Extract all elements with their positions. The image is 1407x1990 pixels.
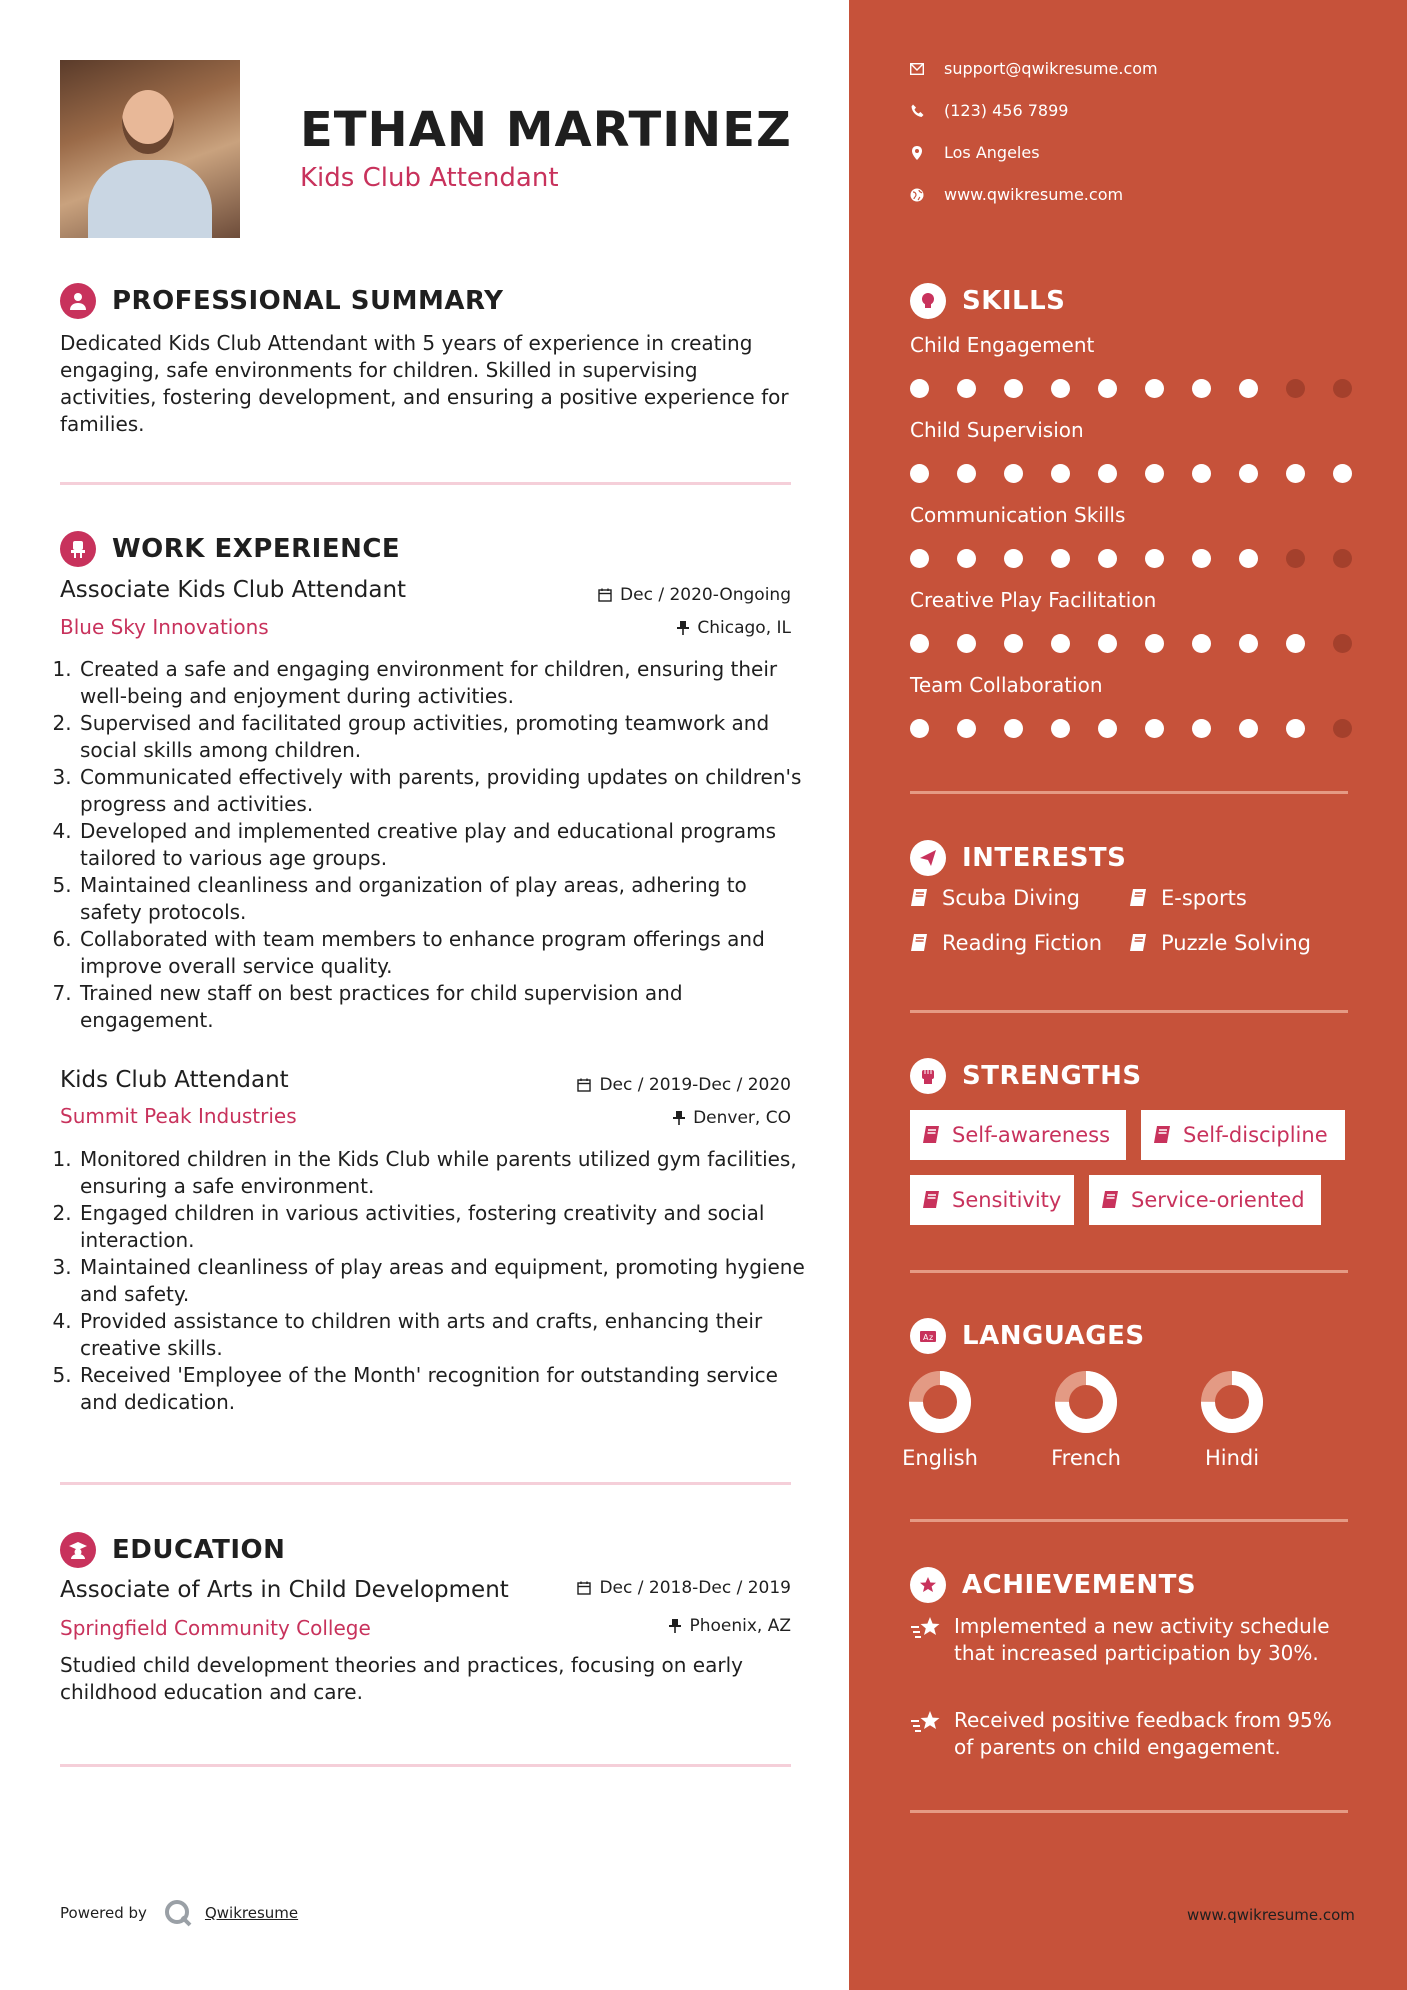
interest-item: Scuba Diving [910, 886, 1080, 910]
divider [910, 1010, 1348, 1013]
job-location: Chicago, IL [677, 618, 791, 638]
duty-item: 5. Received 'Employee of the Month' recognition for outstanding service and dedication. [78, 1362, 808, 1416]
rating-dot-empty [1333, 549, 1352, 568]
rating-dot-filled [957, 464, 976, 483]
rating-dot-filled [1051, 719, 1070, 738]
rating-dot-filled [1192, 719, 1211, 738]
strength-tag: Service-oriented [1089, 1175, 1321, 1225]
fist-icon [910, 1058, 946, 1094]
rating-dot-empty [1333, 379, 1352, 398]
education-location: Phoenix, AZ [669, 1616, 791, 1636]
skill-rating [910, 464, 1380, 483]
skill-rating [910, 549, 1380, 568]
language-item [880, 1370, 1000, 1470]
rating-dot-filled [1286, 719, 1305, 738]
rating-dot-filled [1098, 464, 1117, 483]
rating-dot-filled [1004, 549, 1023, 568]
language-level-ring [1200, 1370, 1264, 1434]
rating-dot-filled [1239, 464, 1258, 483]
rating-dot-filled [1145, 549, 1164, 568]
duty-item: 4. Developed and implemented creative play and educational programs tailored to various age groups. [78, 818, 808, 872]
duty-item: 1. Created a safe and engaging environment for children, ensuring their well-being and enjoyment during activities. [78, 656, 808, 710]
achievement-item: Implemented a new activity schedule that increased participation by 30%. [910, 1613, 1350, 1667]
email-icon [910, 62, 924, 76]
rating-dot-filled [1004, 464, 1023, 483]
book-icon [922, 1190, 940, 1210]
strength-tag: Self-awareness [910, 1110, 1126, 1160]
achievements-heading: ACHIEVEMENTS [910, 1567, 1196, 1603]
duty-item: 3. Maintained cleanliness of play areas and equipment, promoting hygiene and safety. [78, 1254, 808, 1308]
job-location: Denver, CO [673, 1108, 791, 1128]
skills-heading: SKILLS [910, 283, 1065, 319]
calendar-icon [577, 1078, 591, 1092]
rating-dot-filled [1192, 549, 1211, 568]
skill-label: Team Collaboration [910, 673, 1103, 697]
rating-dot-filled [1145, 379, 1164, 398]
strength-tag: Self-discipline [1141, 1110, 1345, 1160]
summary-heading: PROFESSIONAL SUMMARY [60, 283, 503, 319]
footer-website[interactable]: www.qwikresume.com [1187, 1906, 1355, 1924]
calendar-icon [598, 588, 612, 602]
user-icon [60, 283, 96, 319]
language-name: Hindi [1204, 1446, 1260, 1470]
rating-dot-filled [910, 719, 929, 738]
job-date: Dec / 2019-Dec / 2020 [577, 1075, 791, 1095]
duty-item: 6. Collaborated with team members to enhance program offerings and improve overall service quality. [78, 926, 808, 980]
divider [60, 1764, 791, 1767]
pin-icon [669, 1619, 681, 1633]
divider [910, 1810, 1348, 1813]
pin-icon [673, 1111, 685, 1125]
duty-item: 7. Trained new staff on best practices for child supervision and engagement. [78, 980, 808, 1034]
contact-phone[interactable]: (123) 456 7899 [910, 101, 1068, 120]
lightbulb-icon [910, 283, 946, 319]
contact-email[interactable]: support@qwikresume.com [910, 59, 1158, 78]
rating-dot-filled [910, 379, 929, 398]
rating-dot-filled [910, 634, 929, 653]
interest-item: Reading Fiction [910, 931, 1102, 955]
rating-dot-filled [1004, 719, 1023, 738]
duty-item: 2. Engaged children in various activities, fostering creativity and social interaction. [78, 1200, 808, 1254]
qwikresume-link[interactable]: Qwikresume [204, 1904, 299, 1922]
rating-dot-filled [957, 549, 976, 568]
rating-dot-filled [1051, 634, 1070, 653]
job-title: Kids Club Attendant [60, 1067, 289, 1093]
language-item [1172, 1370, 1292, 1470]
star-badge-icon [910, 1567, 946, 1603]
rating-dot-filled [1004, 379, 1023, 398]
book-icon [1153, 1125, 1171, 1145]
rating-dot-filled [1239, 549, 1258, 568]
rating-dot-filled [1286, 634, 1305, 653]
school-name: Springfield Community College [60, 1616, 371, 1640]
profile-photo [60, 60, 240, 238]
duty-item: 3. Communicated effectively with parents, providing updates on children's progress and activities. [78, 764, 808, 818]
skill-rating [910, 719, 1380, 738]
pin-icon [677, 621, 689, 635]
book-icon [1129, 888, 1147, 908]
interest-item: Puzzle Solving [1129, 931, 1311, 955]
education-heading: EDUCATION [60, 1532, 285, 1568]
rating-dot-filled [1286, 464, 1305, 483]
job-title: Associate Kids Club Attendant [60, 577, 407, 603]
language-name: French [1051, 1446, 1121, 1470]
rating-dot-filled [910, 464, 929, 483]
rating-dot-empty [1286, 379, 1305, 398]
location-pin-icon [910, 146, 924, 160]
rating-dot-filled [957, 634, 976, 653]
rating-dot-filled [957, 379, 976, 398]
rating-dot-filled [1051, 549, 1070, 568]
chair-icon [60, 531, 96, 567]
skill-rating [910, 379, 1380, 398]
rating-dot-empty [1286, 549, 1305, 568]
rating-dot-filled [1051, 379, 1070, 398]
paper-plane-icon [910, 840, 946, 876]
qwikresume-logo-icon [163, 1898, 193, 1928]
rating-dot-filled [1098, 634, 1117, 653]
graduate-icon [60, 1532, 96, 1568]
job-date: Dec / 2020-Ongoing [598, 585, 791, 605]
shooting-star-icon [910, 1615, 942, 1643]
education-date: Dec / 2018-Dec / 2019 [577, 1578, 791, 1598]
language-name: English [902, 1446, 978, 1470]
education-description: Studied child development theories and practices, focusing on early childhood education and care. [60, 1653, 743, 1704]
duty-item: 4. Provided assistance to children with arts and crafts, enhancing their creative skills. [78, 1308, 808, 1362]
achievement-item: Received positive feedback from 95% of parents on child engagement. [910, 1707, 1350, 1761]
skill-label: Creative Play Facilitation [910, 588, 1157, 612]
interest-item: E-sports [1129, 886, 1247, 910]
rating-dot-filled [1333, 464, 1352, 483]
rating-dot-filled [1051, 464, 1070, 483]
book-icon [1129, 933, 1147, 953]
summary-text: Dedicated Kids Club Attendant with 5 years of experience in creating engaging, safe environments for children. Skilled in supervising activities, fostering development, and ensuring a positive experience for families. [60, 331, 789, 436]
rating-dot-filled [910, 549, 929, 568]
rating-dot-filled [1192, 379, 1211, 398]
candidate-name: ETHAN MARTINEZ [300, 102, 792, 158]
job-company: Summit Peak Industries [60, 1104, 297, 1128]
rating-dot-filled [1239, 634, 1258, 653]
duty-item: 5. Maintained cleanliness and organization of play areas, adhering to safety protocols. [78, 872, 808, 926]
languages-heading: A z LANGUAGES [910, 1318, 1145, 1354]
language-item [1026, 1370, 1146, 1470]
skill-label: Communication Skills [910, 503, 1126, 527]
language-level-ring [1054, 1370, 1118, 1434]
divider [60, 482, 791, 485]
shooting-star-icon [910, 1709, 942, 1737]
strength-tag: Sensitivity [910, 1175, 1074, 1225]
book-icon [910, 933, 928, 953]
rating-dot-filled [1192, 634, 1211, 653]
book-icon [910, 888, 928, 908]
rating-dot-filled [1098, 719, 1117, 738]
rating-dot-filled [1004, 634, 1023, 653]
rating-dot-filled [1192, 464, 1211, 483]
job-company: Blue Sky Innovations [60, 615, 269, 639]
svg-text:A: A [923, 1333, 929, 1342]
job-duties [60, 656, 808, 1034]
skill-rating [910, 634, 1380, 653]
language-level-ring [908, 1370, 972, 1434]
translate-icon [910, 1318, 946, 1354]
experience-heading: WORK EXPERIENCE [60, 531, 400, 567]
powered-by-label: Powered by [60, 1904, 147, 1922]
divider [910, 791, 1348, 794]
strengths-heading: STRENGTHS [910, 1058, 1142, 1094]
rating-dot-filled [1098, 379, 1117, 398]
rating-dot-filled [1145, 634, 1164, 653]
phone-icon [910, 104, 924, 118]
skill-label: Child Engagement [910, 333, 1095, 357]
svg-text:z: z [929, 1333, 934, 1342]
rating-dot-empty [1333, 634, 1352, 653]
rating-dot-filled [1145, 719, 1164, 738]
contact-website[interactable]: www.qwikresume.com [910, 185, 1123, 204]
powered-by [60, 1898, 298, 1928]
divider [910, 1270, 1348, 1273]
contact-location: Los Angeles [910, 143, 1040, 162]
rating-dot-filled [1098, 549, 1117, 568]
book-icon [922, 1125, 940, 1145]
rating-dot-empty [1333, 719, 1352, 738]
rating-dot-filled [1145, 464, 1164, 483]
book-icon [1101, 1190, 1119, 1210]
rating-dot-filled [1239, 379, 1258, 398]
calendar-icon [577, 1581, 591, 1595]
globe-icon [910, 188, 924, 202]
duty-item: 2. Supervised and facilitated group activities, promoting teamwork and social skills among children. [78, 710, 808, 764]
duty-item: 1. Monitored children in the Kids Club while parents utilized gym facilities, ensuring a safe environment. [78, 1146, 808, 1200]
rating-dot-filled [1239, 719, 1258, 738]
rating-dot-filled [957, 719, 976, 738]
divider [60, 1482, 791, 1485]
degree-title: Associate of Arts in Child Development [60, 1577, 509, 1603]
skill-label: Child Supervision [910, 418, 1084, 442]
candidate-title: Kids Club Attendant [300, 163, 559, 193]
interests-heading: INTERESTS [910, 840, 1126, 876]
divider [910, 1519, 1348, 1522]
job-duties [60, 1146, 808, 1416]
